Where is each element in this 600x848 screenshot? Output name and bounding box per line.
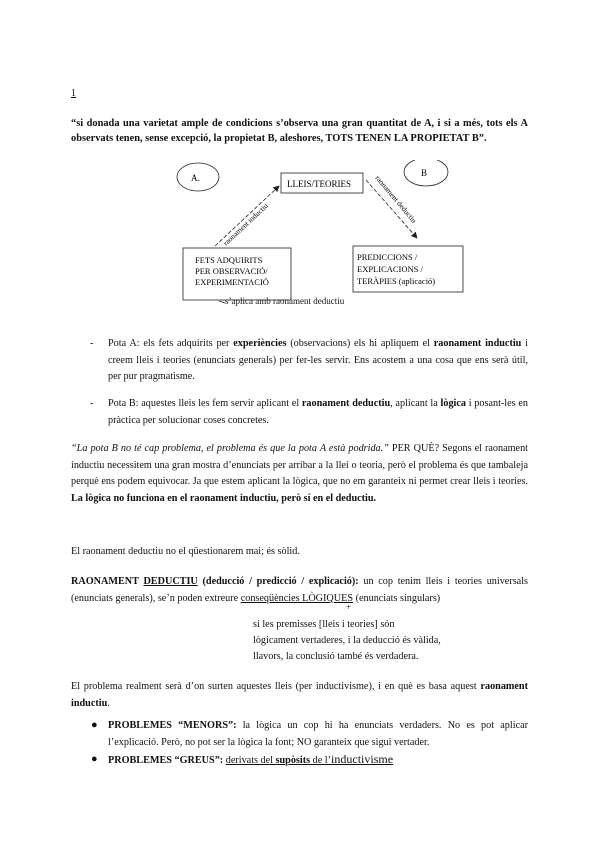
pota-b-paragraph: Pota B: aquestes lleis les fem servir aplicant el raonament deductiu, aplicant la lògica i posant-les en pràctica per solucionar coses concretes. <box>108 398 528 426</box>
bullet-dot-2: ● <box>91 753 98 765</box>
circle-b-label: B <box>421 168 428 178</box>
bullet-dot-1: ● <box>91 719 98 731</box>
page-number: 1 <box>71 88 76 99</box>
deductive-arrow-label: raonament deductiu <box>373 173 419 225</box>
quote-paragraph: “si donada una varietat ample de condicions s’observa una gran quantitat de A, i si a més, tots els A observats tenen, sense excepció, la propietat B, aleshores, TOTS TENEN LA PROPIETAT B”. <box>71 118 528 144</box>
predictions-box-line-1: PREDICCIONS / <box>357 252 418 262</box>
inductive-arrow-label: raonament inductiu <box>221 201 270 248</box>
circle-a-label: A. <box>191 173 200 183</box>
problemes-menors-item: PROBLEMES “MENORS”: la lògica un cop hi ha enunciats verdaders. No es pot aplicar l’explicació. Però, no pot ser la lògica la font; NO garanteix que sigui vertader. <box>108 720 528 748</box>
pota-a-paragraph: Pota A: els fets adquirits per experiències (observacions) els hi apliquem el raonament inductiu i creem lleis i teories (enunciats generals) per fer-les servir. Ens acostem a una cosa que ens serà útil, per pur pragmatisme. <box>108 338 528 382</box>
deductiu-solid-paragraph: El raonament deductiu no el qüestionarem mai; és sòlid. <box>71 546 300 557</box>
induction-deduction-diagram <box>175 160 475 310</box>
premise-line-2: lògicament vertaderes, i la deducció és vàlida, <box>253 635 441 646</box>
center-box-label: LLEIS/TEORIES <box>287 179 351 189</box>
predictions-box-line-2: EXPLICACIONS / <box>357 264 423 274</box>
dash-bullet-a: - <box>90 338 94 349</box>
dash-bullet-b: - <box>90 398 94 409</box>
podrida-paragraph: “La pota B no té cap problema, el problema és que la pota A està podrida.” PER QUÈ? Segons el raonament inductiu necessitem una gran mostra d’enunciats per arribar a la llei o teoria, però el problema és que tambaleja perquè ens podem equivocar. Ja que estem aplicant la lògica, que no em garanteix ni permet crear lleis i teories. La lògica no funciona en el raonament inductiu, però sí en el deductiu. <box>71 443 528 504</box>
problemes-greus-item: PROBLEMES “GREUS”: derivats del supòsits de l’inductivisme <box>108 752 394 766</box>
problem-paragraph: El problema realment serà d’on surten aquestes lleis (per inductivisme), i en què es basa aquest raonament inductiu. <box>71 681 528 709</box>
premise-line-3: llavors, la conclusió també és verdadera. <box>253 651 419 662</box>
facts-box-line-1: FETS ADQUIRITS <box>195 255 263 265</box>
predictions-box-line-3: TERÀPIES (aplicació) <box>357 276 436 286</box>
diagram-caption: s’aplica amb raonament deductiu <box>225 296 345 306</box>
premise-line-1: si les premisses [lleis i teories] són <box>253 619 395 630</box>
facts-box-line-3: EXPERIMENTACIÓ <box>195 277 269 287</box>
raonament-deductiu-paragraph: RAONAMENT DEDUCTIU (deducció / predicció / explicació): un cop tenim lleis i teories universals (enunciats generals), se’n poden extreure conseqüències LÒGIQUES (enunciats singulars) <box>71 576 529 604</box>
facts-box-line-2: PER OBSERVACIÓ/ <box>195 266 268 276</box>
plus-sign: + <box>346 602 352 612</box>
